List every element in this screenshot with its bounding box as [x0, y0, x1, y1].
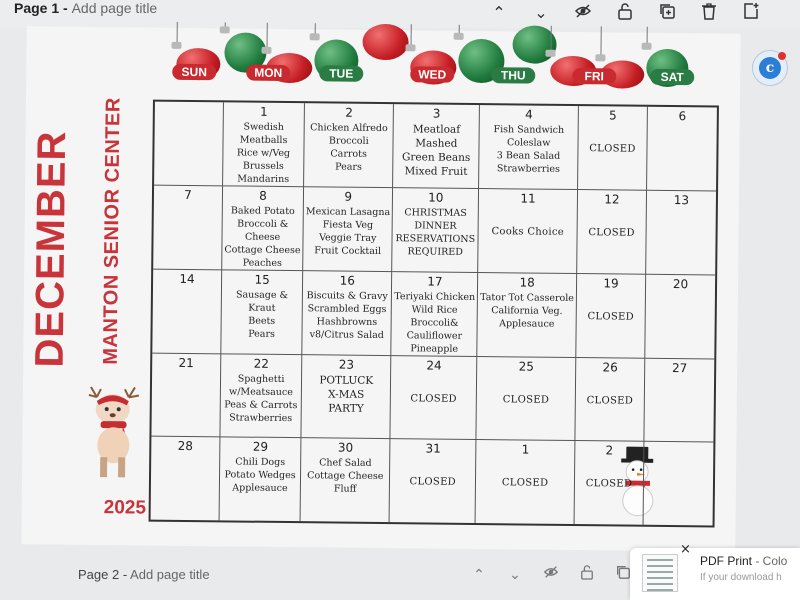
menu-line: Tator Tot Casserole — [480, 292, 574, 305]
day-number: 18 — [519, 275, 535, 290]
assistant-icon: c — [759, 57, 781, 79]
menu-line: Broccoli & — [237, 218, 289, 231]
menu-line: CLOSED — [409, 476, 457, 488]
calendar-cell — [151, 437, 221, 521]
calendar-cell — [647, 107, 717, 192]
calendar-cell — [393, 188, 480, 273]
page1-title-placeholder[interactable]: Add page title — [71, 0, 158, 16]
menu-line: Rice w/Veg — [236, 147, 291, 160]
menu-line: Fiesta Veg — [322, 219, 374, 231]
calendar-cell — [575, 441, 645, 525]
menu-items — [221, 288, 302, 341]
menu-line: Strawberries — [229, 412, 293, 425]
menu-items — [221, 372, 302, 425]
menu-line: Spaghetti — [237, 373, 285, 385]
menu-line: Scrambled Eggs — [307, 303, 387, 316]
calendar-cell — [390, 439, 477, 523]
menu-line: Potato Wedges — [224, 469, 296, 482]
menu-items — [648, 125, 717, 126]
calendar-cell — [391, 356, 478, 440]
chevron-down-icon[interactable]: ⌄ — [509, 567, 521, 583]
calendar-cell — [645, 275, 715, 360]
menu-line: Peas & Carrots — [224, 399, 298, 412]
menu-line: Sausage & — [235, 289, 289, 302]
pdf-print-toast[interactable] — [630, 542, 800, 600]
close-icon[interactable]: × — [680, 542, 691, 557]
day-number: 21 — [178, 355, 194, 371]
menu-items — [304, 121, 393, 174]
menu-line: Swedish — [243, 121, 284, 133]
duplicate-icon[interactable] — [656, 2, 678, 24]
menu-line: Fruit Cocktail — [314, 245, 382, 257]
menu-line: Strawberries — [496, 163, 560, 175]
menu-line: Mashed — [415, 137, 458, 150]
menu-line: Kraut — [248, 302, 276, 314]
menu-line: Baked Potato — [230, 205, 295, 218]
calendar-cell — [303, 187, 393, 272]
menu-items — [303, 289, 392, 342]
lock-icon[interactable] — [614, 2, 636, 24]
menu-items — [222, 204, 303, 270]
menu-line: Chef Salad — [319, 457, 372, 469]
calendar-cell — [478, 189, 578, 274]
calendar-cell — [644, 359, 714, 443]
page1-label: Page 1 — [14, 0, 60, 16]
day-number: 10 — [428, 190, 444, 205]
day-number: 1 — [521, 442, 530, 457]
reindeer-illustration — [82, 385, 147, 482]
calendar-cell — [222, 186, 304, 271]
menu-items — [391, 392, 476, 406]
calendar-cell — [151, 354, 221, 438]
menu-line: Meatloaf — [412, 123, 461, 136]
menu-line: CLOSED — [410, 393, 457, 405]
day-label-sat: SAT — [650, 69, 694, 85]
pdf-thumbnail — [642, 554, 678, 592]
menu-line: California Veg. — [491, 305, 563, 317]
day-number: 12 — [604, 192, 620, 207]
menu-line: v8/Citrus Salad — [309, 329, 384, 342]
menu-line: REQUIRED — [407, 246, 463, 258]
assistant-button[interactable] — [752, 50, 788, 86]
menu-line: Pineapple — [410, 343, 459, 355]
menu-line: Mandarins — [237, 173, 290, 186]
chevron-up-icon[interactable]: ⌃ — [492, 3, 506, 22]
day-number: 31 — [425, 441, 441, 456]
menu-items — [647, 209, 716, 210]
menu-items — [392, 290, 478, 356]
menu-items — [644, 446, 713, 447]
menu-line: Mexican Lasagna — [305, 206, 391, 219]
page2-title[interactable]: Page 2 - Add page title — [78, 567, 210, 582]
menu-items — [479, 225, 577, 239]
menu-line: CLOSED — [501, 477, 549, 489]
day-label-tue: TUE — [319, 65, 363, 81]
menu-line: POTLUCK — [319, 374, 374, 387]
day-number: 7 — [184, 187, 192, 203]
calendar-cell — [575, 358, 645, 442]
day-label-sun: SUN — [172, 64, 216, 80]
day-number: 2 — [605, 443, 614, 458]
menu-items — [152, 372, 220, 373]
day-label-wed: WED — [410, 66, 454, 82]
day-label-thu: THU — [491, 67, 535, 83]
menu-line: Green Beans — [401, 151, 471, 164]
menu-line: Peaches — [242, 257, 282, 269]
day-label-fri: FRI — [572, 68, 616, 84]
menu-line: Pears — [248, 328, 275, 340]
day-number: 15 — [254, 272, 270, 287]
notification-dot — [778, 52, 786, 60]
menu-line: Applesauce — [232, 482, 288, 495]
year-label: 2025 — [103, 497, 147, 519]
page2-title-placeholder[interactable]: Add page title — [130, 567, 210, 582]
menu-line: CLOSED — [588, 227, 635, 239]
menu-line: DINNER — [414, 220, 457, 232]
menu-items — [153, 288, 221, 289]
menu-line: w/Meatsauce — [229, 386, 293, 399]
menu-line: Cottage Cheese — [224, 244, 301, 257]
chevron-down-icon[interactable]: ⌄ — [534, 3, 548, 22]
menu-line: CLOSED — [586, 395, 634, 407]
menu-items — [390, 475, 475, 489]
menu-items — [220, 455, 301, 495]
day-number: 29 — [252, 439, 269, 454]
menu-items — [223, 120, 304, 186]
menu-line: CLOSED — [589, 143, 636, 155]
page1-toolbar — [0, 0, 800, 28]
menu-line: Carrots — [330, 148, 367, 160]
add-page-icon[interactable] — [740, 2, 762, 24]
menu-line: Fish Sandwich — [493, 124, 565, 136]
day-number: 8 — [259, 188, 267, 203]
menu-line: Coleslaw — [506, 137, 551, 149]
day-number: 16 — [339, 273, 356, 288]
day-number: 11 — [520, 191, 536, 206]
menu-items — [578, 226, 646, 240]
calendar-cell — [301, 438, 391, 522]
menu-line: Brussels — [242, 160, 284, 172]
menu-items — [479, 123, 577, 176]
calendar-cell — [302, 271, 392, 356]
menu-items — [151, 455, 219, 456]
menu-line: Veggie Tray — [319, 232, 377, 244]
menu-items — [576, 394, 644, 408]
menu-line: Teriyaki Chicken — [394, 291, 476, 303]
menu-line: PARTY — [328, 402, 364, 415]
day-number: 2 — [345, 105, 353, 120]
menu-line: Broccoli — [328, 135, 369, 147]
day-number: 20 — [672, 277, 689, 292]
calendar-cell — [479, 105, 579, 190]
menu-line: Fluff — [333, 483, 357, 495]
menu-items — [478, 291, 576, 331]
menu-line: Broccoli& — [410, 317, 459, 329]
menu-items — [303, 205, 392, 258]
day-number: 27 — [671, 361, 688, 376]
menu-items — [302, 373, 391, 416]
calendar-cell — [578, 106, 648, 191]
menu-line: Applesauce — [499, 318, 555, 330]
calendar-cell — [476, 440, 576, 524]
day-number: 25 — [518, 359, 535, 374]
calendar-cell — [220, 354, 302, 438]
menu-line: RESERVATIONS — [395, 233, 476, 245]
menu-items — [578, 142, 646, 156]
menu-items — [476, 476, 574, 490]
menu-line: Cottage Cheese — [307, 470, 384, 483]
page2-toolbar — [60, 562, 650, 590]
day-number: 3 — [432, 106, 441, 121]
calendar-cell — [153, 186, 223, 271]
menu-items — [154, 204, 222, 205]
day-number: 30 — [337, 440, 354, 455]
calendar-cell — [302, 355, 392, 439]
menu-line: Cheese — [244, 231, 281, 243]
menu-line: Cooks Choice — [491, 226, 565, 238]
menu-line: Biscuits & Gravy — [306, 290, 388, 303]
menu-line: CLOSED — [585, 478, 633, 490]
calendar-cell — [152, 270, 222, 355]
calendar-cell — [478, 273, 578, 358]
menu-line: Pears — [335, 161, 362, 173]
calendar-cell — [646, 191, 716, 276]
month-title: DECEMBER — [27, 130, 75, 368]
menu-line: CLOSED — [502, 394, 550, 406]
menu-items — [575, 477, 643, 491]
page2-label: Page 2 — [78, 567, 120, 582]
menu-line: Wild Rice — [411, 304, 458, 316]
day-number: 6 — [678, 109, 687, 124]
day-number: 5 — [608, 108, 617, 123]
hide-icon[interactable] — [540, 564, 562, 586]
calendar-cell — [392, 272, 479, 357]
menu-line: CLOSED — [587, 311, 635, 323]
day-number: 9 — [344, 189, 353, 204]
hide-icon[interactable] — [572, 2, 594, 24]
page1-separator: - — [59, 0, 72, 16]
design-page[interactable] — [21, 26, 740, 551]
menu-items — [577, 310, 645, 324]
day-number — [644, 444, 713, 445]
menu-line: X-MAS — [327, 388, 365, 401]
menu-line: Cauliflower — [406, 330, 463, 342]
day-number: 22 — [253, 356, 269, 371]
menu-line: Chicken Alfredo — [310, 122, 388, 135]
menu-items — [477, 393, 575, 407]
calendar-cell — [220, 437, 302, 521]
toast-subtitle: If your download h — [700, 572, 782, 583]
day-number: 28 — [177, 438, 194, 454]
calendar-cell — [154, 102, 224, 187]
day-number: 4 — [525, 107, 533, 122]
trash-icon[interactable] — [698, 2, 720, 24]
toast-title: PDF Print - Colo — [700, 554, 788, 568]
day-number — [155, 104, 223, 105]
calendar-cell — [393, 104, 480, 189]
calendar-cell — [223, 102, 305, 187]
page1-title[interactable] — [14, 0, 157, 16]
menu-line: Meatballs — [239, 134, 288, 147]
day-number: 26 — [602, 360, 618, 375]
calendar-cell — [644, 442, 714, 526]
calendar-grid — [149, 100, 719, 528]
day-label-mon: MON — [246, 65, 290, 81]
center-name: MANTON SENIOR CENTER — [99, 97, 125, 365]
menu-line: Beets — [248, 315, 276, 327]
calendar-cell — [221, 270, 303, 355]
day-number: 1 — [260, 104, 268, 119]
menu-items — [646, 293, 715, 294]
menu-line: 3 Bean Salad — [496, 150, 561, 162]
calendar-cell — [577, 190, 647, 275]
menu-line: CHRISTMAS — [404, 207, 467, 219]
day-number: 19 — [603, 276, 619, 291]
menu-items — [645, 377, 714, 378]
menu-items — [394, 122, 479, 179]
day-number: 23 — [338, 357, 355, 372]
menu-line: Hashbrowns — [316, 316, 378, 328]
chevron-up-icon[interactable]: ⌃ — [473, 567, 485, 583]
lock-icon[interactable] — [576, 564, 598, 586]
calendar-cell — [477, 357, 577, 441]
day-number: 24 — [426, 358, 442, 373]
calendar-cell — [576, 274, 646, 359]
day-number: 13 — [673, 193, 690, 208]
day-number: 14 — [179, 271, 195, 287]
menu-items — [393, 206, 478, 259]
calendar-cell — [304, 103, 394, 188]
day-number: 17 — [427, 274, 443, 289]
menu-line: Mixed Fruit — [404, 165, 468, 178]
menu-items — [301, 456, 390, 496]
menu-items — [155, 106, 223, 107]
menu-line: Chili Dogs — [235, 456, 286, 469]
